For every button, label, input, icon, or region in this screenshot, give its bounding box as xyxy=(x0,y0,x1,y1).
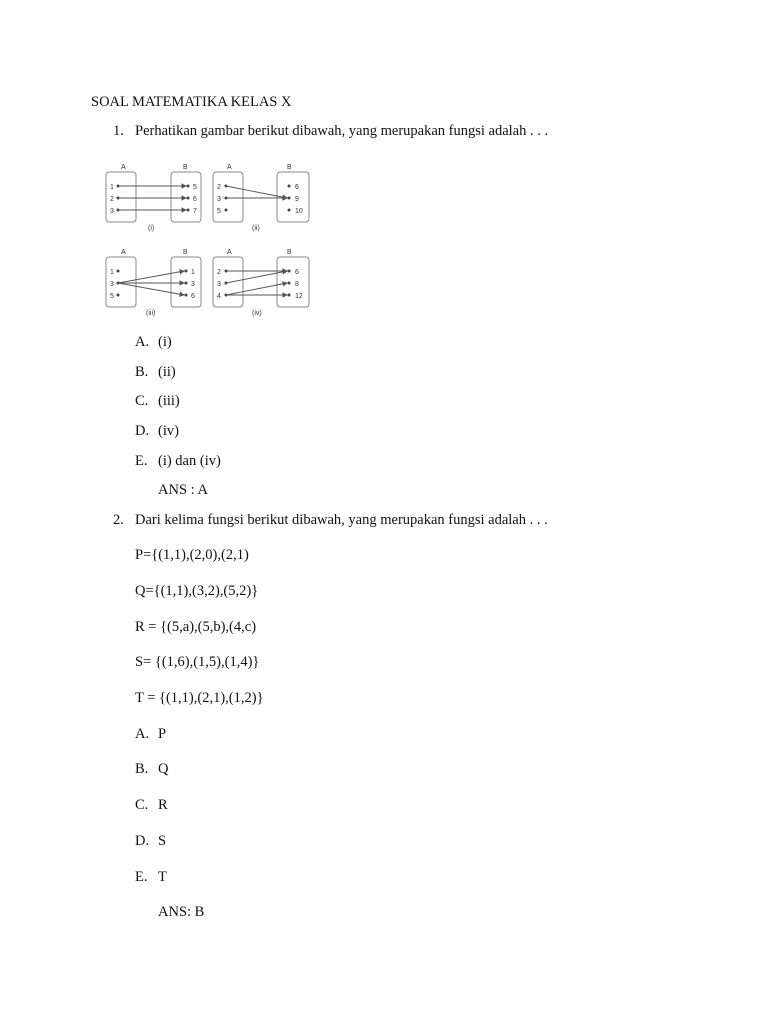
diagram-ii-b-1: 6 xyxy=(295,184,299,191)
diagram-iv-set-b xyxy=(277,257,309,307)
option-text: (i) xyxy=(158,334,172,350)
option-letter: C. xyxy=(135,797,149,813)
q1-arrow-diagrams-figure xyxy=(100,158,316,320)
diagram-iv-caption: (iv) xyxy=(252,310,262,317)
diagram-ii-a-1: 2 xyxy=(217,184,221,191)
diagram-iii-set-a-label: A xyxy=(121,249,126,256)
q2-set-q: Q={(1,1),(3,2),(5,2)} xyxy=(135,583,259,599)
diagram-i-b-2: 6 xyxy=(193,196,197,203)
diagram-ii xyxy=(213,164,309,232)
diagram-iii xyxy=(106,249,201,317)
diagram-i-a-2: 2 xyxy=(110,196,114,203)
option-text: P xyxy=(158,726,167,742)
diagram-ii-b-2: 9 xyxy=(295,196,299,203)
diagram-i-a-3: 3 xyxy=(110,208,114,215)
diagram-i-caption: (i) xyxy=(148,225,155,232)
diagram-i-b-1: 5 xyxy=(193,184,197,191)
q1-answer: ANS : A xyxy=(158,482,208,498)
diagram-iv-b-1: 6 xyxy=(295,269,299,276)
option-letter: B. xyxy=(135,761,149,777)
diagram-iv-a-3: 4 xyxy=(217,293,221,300)
option-text: S xyxy=(158,833,167,849)
option-letter: D. xyxy=(135,833,150,849)
diagram-iii-a-1: 1 xyxy=(110,269,114,276)
diagram-iv-b-3: 12 xyxy=(295,293,303,300)
diagram-iv-b-2: 8 xyxy=(295,281,299,288)
diagram-iv-a-2: 3 xyxy=(217,281,221,288)
option-letter: C. xyxy=(135,393,149,409)
option-text: (iv) xyxy=(158,423,179,439)
q2-set-s: S= {(1,6),(1,5),(1,4)} xyxy=(135,654,260,670)
q2-set-t: T = {(1,1),(2,1),(1,2)} xyxy=(135,690,264,706)
diagram-iii-b-3: 6 xyxy=(191,293,195,300)
q1-number: 1. xyxy=(113,123,124,139)
diagram-iii-caption: (iii) xyxy=(146,310,156,317)
q2-text: Dari kelima fungsi berikut dibawah, yang merupakan fungsi adalah . . . xyxy=(135,512,548,528)
diagram-i-set-a-label: A xyxy=(121,164,126,171)
diagram-i-a-1: 1 xyxy=(110,184,114,191)
q2-number: 2. xyxy=(113,512,124,528)
option-letter: B. xyxy=(135,364,149,380)
diagram-iv xyxy=(213,249,309,317)
option-letter: A. xyxy=(135,334,150,350)
diagram-ii-set-b-label: B xyxy=(287,164,292,171)
diagram-iii-b-1: 1 xyxy=(191,269,195,276)
diagram-iv-set-a-label: A xyxy=(227,249,232,256)
q2-set-p: P={(1,1),(2,0),(2,1) xyxy=(135,547,249,563)
option-letter: E. xyxy=(135,869,148,885)
q2-answer: ANS: B xyxy=(158,904,205,920)
q2-set-r: R = {(5,a),(5,b),(4,c) xyxy=(135,619,257,635)
diagram-ii-a-3: 5 xyxy=(217,208,221,215)
document-title: SOAL MATEMATIKA KELAS X xyxy=(91,94,292,110)
diagram-i-b-3: 7 xyxy=(193,208,197,215)
diagram-iii-set-b-label: B xyxy=(183,249,188,256)
diagram-iii-a-3: 5 xyxy=(110,293,114,300)
diagram-ii-set-a-label: A xyxy=(227,164,232,171)
option-text: T xyxy=(158,869,167,885)
option-letter: A. xyxy=(135,726,150,742)
diagram-iv-set-b-label: B xyxy=(287,249,292,256)
diagram-iii-b-2: 3 xyxy=(191,281,195,288)
diagram-ii-b-3: 10 xyxy=(295,208,303,215)
q1-text: Perhatikan gambar berikut dibawah, yang merupakan fungsi adalah . . . xyxy=(135,123,549,139)
option-text: Q xyxy=(158,761,169,777)
option-text: (iii) xyxy=(158,393,180,409)
diagram-i-set-b-label: B xyxy=(183,164,188,171)
diagram-ii-a-2: 3 xyxy=(217,196,221,203)
diagram-i xyxy=(106,164,201,232)
option-text: (i) dan (iv) xyxy=(158,453,221,469)
option-letter: E. xyxy=(135,453,148,469)
diagram-ii-caption: (ii) xyxy=(252,225,260,232)
option-text: (ii) xyxy=(158,364,176,380)
option-letter: D. xyxy=(135,423,150,439)
diagram-iv-a-1: 2 xyxy=(217,269,221,276)
diagram-iii-a-2: 3 xyxy=(110,281,114,288)
option-text: R xyxy=(158,797,168,813)
